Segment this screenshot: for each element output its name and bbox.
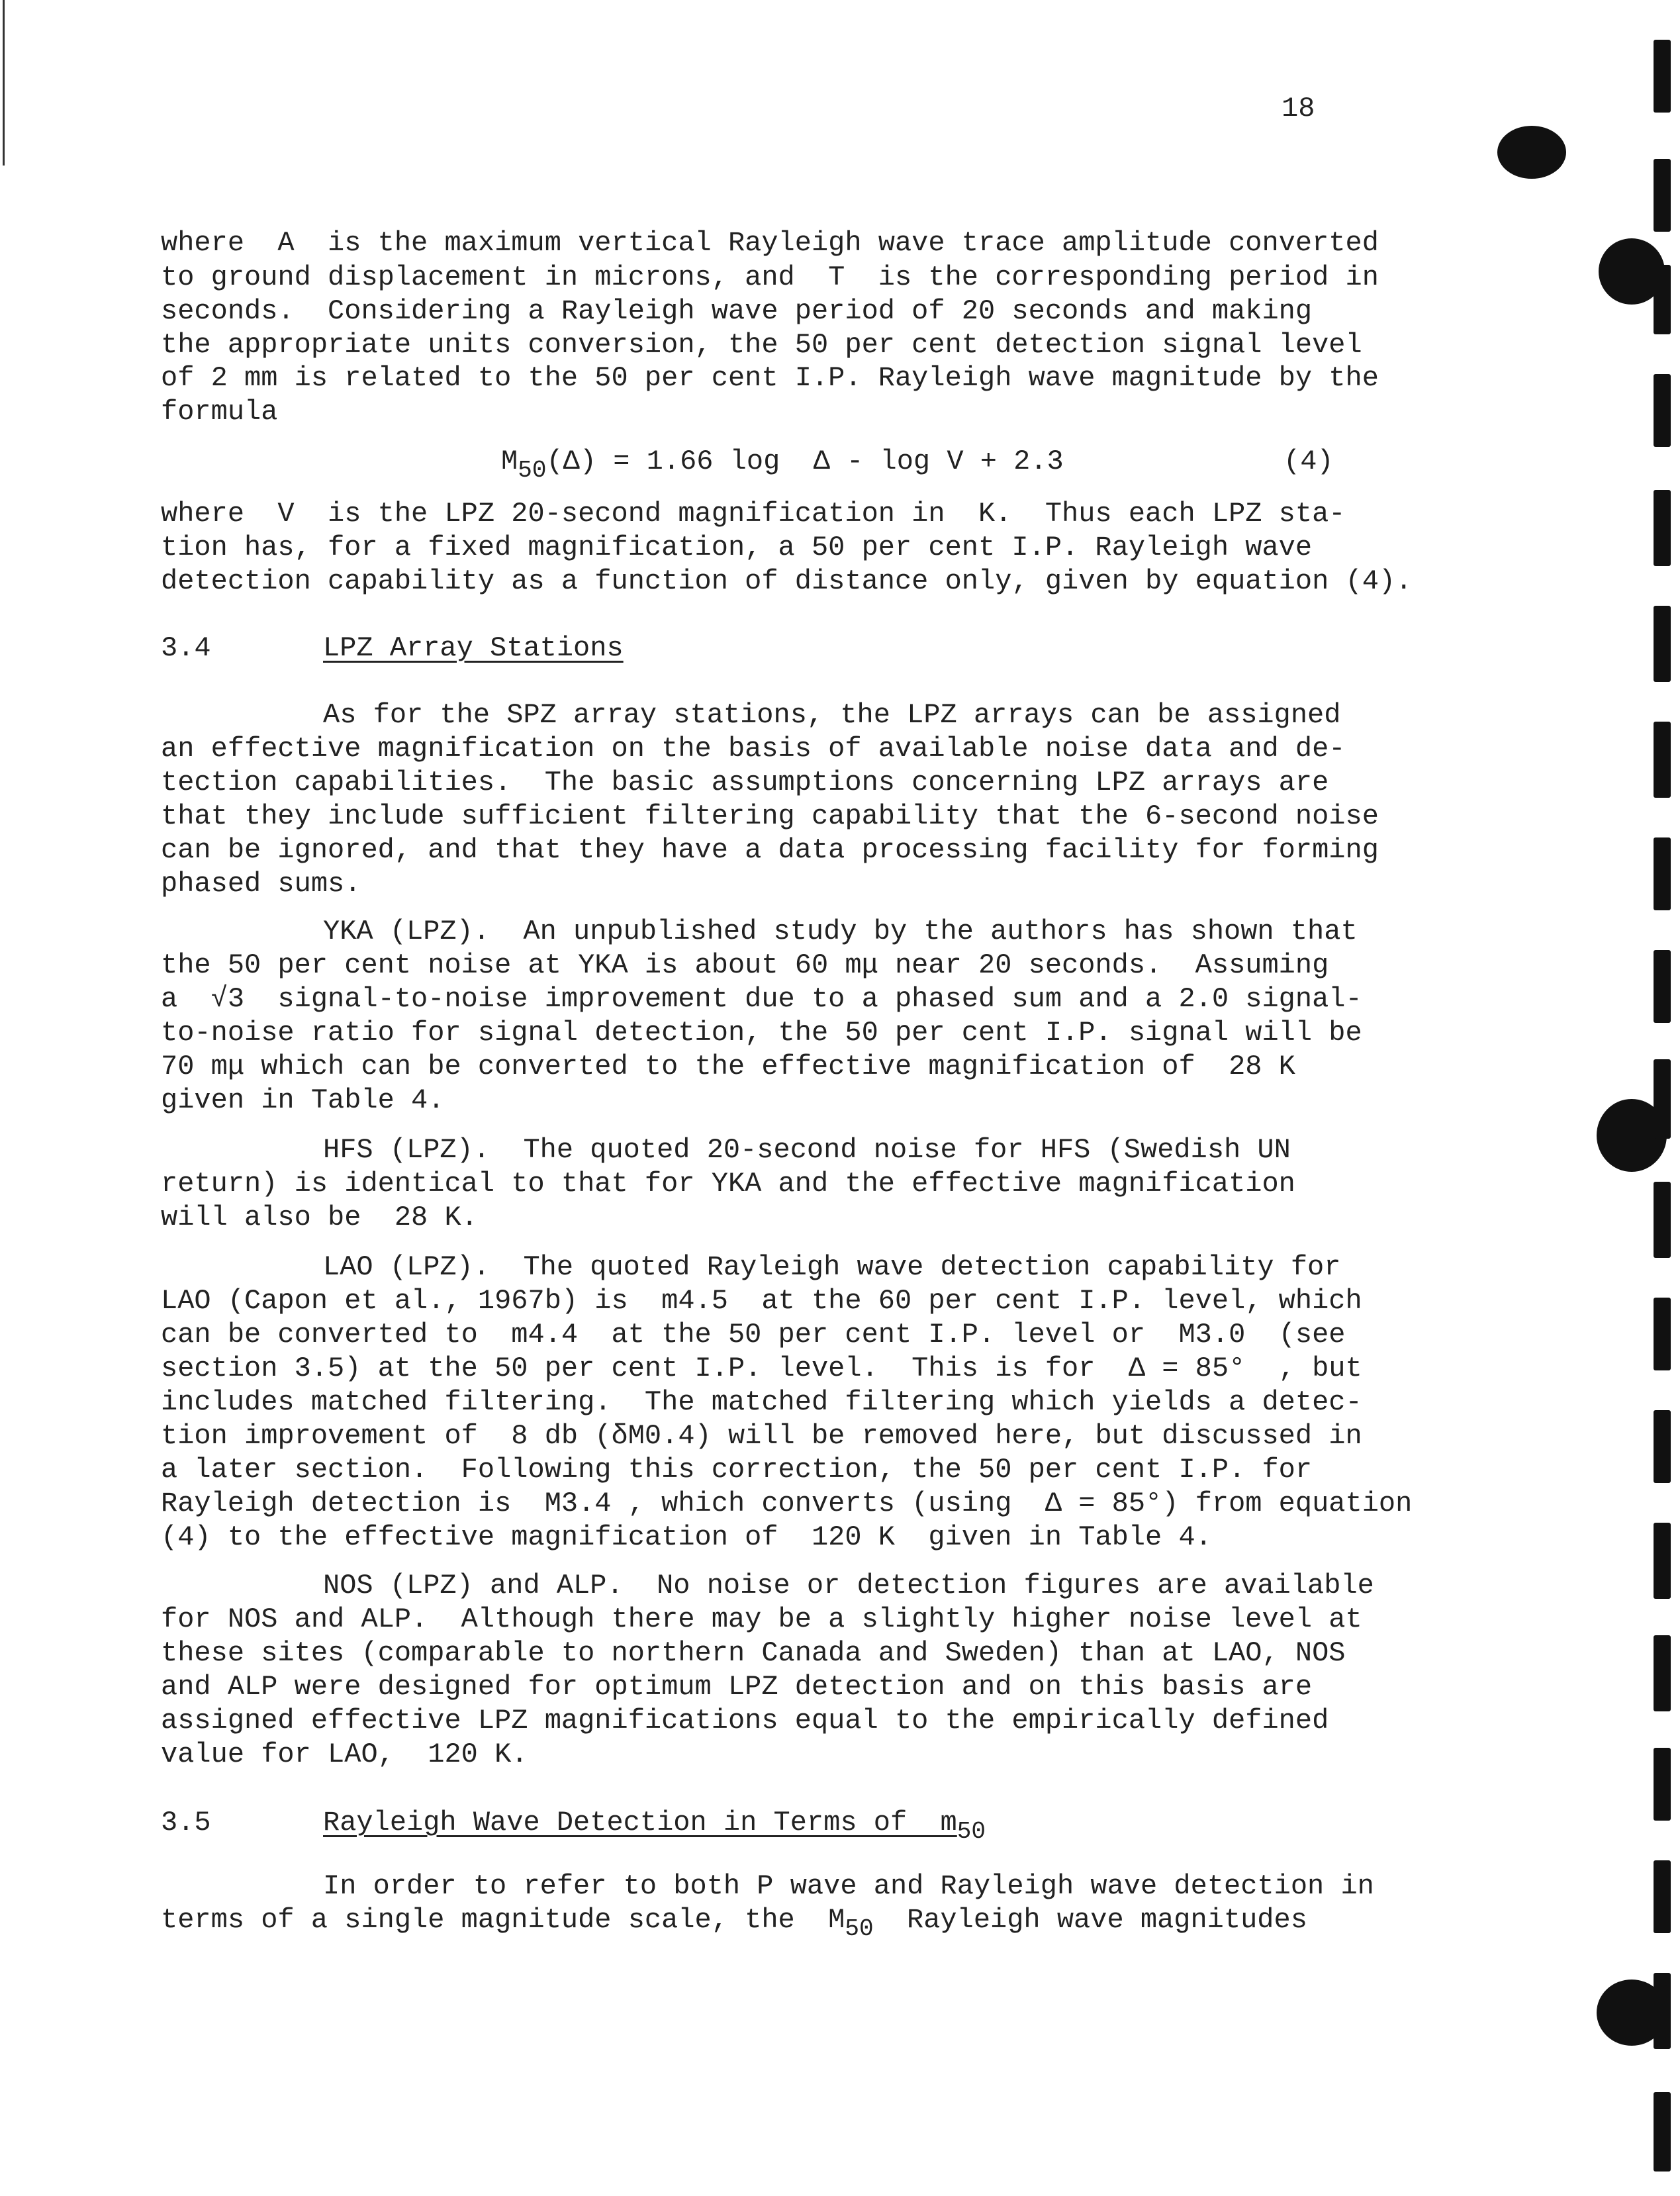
text-line: to-noise ratio for signal detection, the 50 per cent I.P. signal will be	[161, 1017, 1362, 1049]
text-line: seconds. Considering a Rayleigh wave period of 20 seconds and making	[161, 295, 1313, 327]
text-line: 70 mμ which can be converted to the effective magnification of 28 K	[161, 1051, 1295, 1082]
section-number: 3.5	[161, 1807, 211, 1838]
binder-mark	[1654, 606, 1671, 682]
text-line: the 50 per cent noise at YKA is about 60 mμ near 20 seconds. Assuming	[161, 949, 1329, 981]
text-line: includes matched filtering. The matched filtering which yields a detec-	[161, 1386, 1362, 1418]
text-line: an effective magnification on the basis of available noise data and de-	[161, 733, 1346, 765]
text-fragment: Rayleigh wave magnitudes	[873, 1904, 1307, 1936]
text-line: these sites (comparable to northern Canada and Sweden) than at LAO, NOS	[161, 1637, 1346, 1669]
section-title: LPZ Array Stations	[323, 632, 624, 664]
binder-mark	[1654, 1748, 1671, 1821]
text-line: phased sums.	[161, 868, 361, 900]
text-line: In order to refer to both P wave and Rayleigh wave detection in	[323, 1870, 1374, 1902]
text-line: NOS (LPZ) and ALP. No noise or detection figures are available	[323, 1570, 1374, 1601]
binder-mark	[1654, 1059, 1671, 1139]
section-number: 3.4	[161, 632, 211, 664]
text-line: to ground displacement in microns, and T is the corresponding period in	[161, 262, 1379, 293]
text-line: that they include sufficient filtering capability that the 6-second noise	[161, 800, 1379, 832]
text-line: of 2 mm is related to the 50 per cent I.P. Rayleigh wave magnitude by the	[161, 362, 1379, 394]
text-line: LAO (Capon et al., 1967b) is m4.5 at the 60 per cent I.P. level, which	[161, 1285, 1362, 1317]
text-line: a later section. Following this correction, the 50 per cent I.P. for	[161, 1454, 1313, 1486]
text-line: formula	[161, 396, 278, 428]
text-line: given in Table 4.	[161, 1084, 445, 1116]
text-line: assigned effective LPZ magnifications equal to the empirically defined	[161, 1705, 1329, 1737]
text-line: (4) to the effective magnification of 120 K given in Table 4.	[161, 1521, 1212, 1553]
text-line: tion has, for a fixed magnification, a 50 per cent I.P. Rayleigh wave	[161, 532, 1313, 563]
page-number: 18	[1282, 93, 1315, 124]
binder-mark	[1654, 265, 1671, 334]
text-line: can be ignored, and that they have a data processing facility for forming	[161, 834, 1379, 866]
binder-mark	[1654, 1523, 1671, 1599]
text-line: Rayleigh detection is M3.4 , which converts (using Δ = 85°) from equation	[161, 1488, 1413, 1519]
text-line: where V is the LPZ 20-second magnification in K. Thus each LPZ sta-	[161, 498, 1346, 530]
binder-mark	[1654, 490, 1671, 566]
text-line: LAO (LPZ). The quoted Rayleigh wave detection capability for	[323, 1251, 1341, 1283]
text-line: tection capabilities. The basic assumptions concerning LPZ arrays are	[161, 767, 1329, 798]
text-fragment: terms of a single magnitude scale, the M	[161, 1904, 845, 1936]
text-line: tion improvement of 8 db (δM0.4) will be removed here, but discussed in	[161, 1420, 1362, 1452]
text-subscript: 50	[845, 1915, 874, 1942]
text-line: can be converted to m4.4 at the 50 per cent I.P. level or M3.0 (see	[161, 1319, 1346, 1351]
punch-hole-mark	[1497, 126, 1566, 179]
text-line: return) is identical to that for YKA and the effective magnification	[161, 1168, 1295, 1200]
scan-edge-line	[3, 0, 5, 166]
equation-number: (4)	[1283, 446, 1334, 477]
text-line: for NOS and ALP. Although there may be a slightly higher noise level at	[161, 1603, 1362, 1635]
equation	[501, 446, 1064, 484]
section-title	[323, 1807, 986, 1845]
binder-mark	[1654, 159, 1671, 232]
text-line: section 3.5) at the 50 per cent I.P. level. This is for Δ = 85° , but	[161, 1353, 1362, 1384]
binder-mark	[1654, 1973, 1671, 2049]
binder-mark	[1654, 1298, 1671, 1370]
section-title-text: Rayleigh Wave Detection in Terms of m	[323, 1807, 957, 1838]
binder-mark	[1654, 722, 1671, 798]
text-line: a √3 signal-to-noise improvement due to a phased sum and a 2.0 signal-	[161, 983, 1362, 1015]
equation-body: (Δ) = 1.66 log Δ - log V + 2.3	[546, 446, 1064, 477]
text-line: value for LAO, 120 K.	[161, 1739, 528, 1770]
text-line	[161, 1904, 1307, 1942]
text-line: where A is the maximum vertical Rayleigh wave trace amplitude converted	[161, 227, 1379, 259]
binder-mark	[1654, 1860, 1671, 1933]
binder-mark	[1654, 40, 1671, 113]
text-line: the appropriate units conversion, the 50 per cent detection signal level	[161, 329, 1362, 361]
text-line: HFS (LPZ). The quoted 20-second noise for HFS (Swedish UN	[323, 1134, 1291, 1166]
text-line: and ALP were designed for optimum LPZ detection and on this basis are	[161, 1671, 1313, 1703]
binder-mark	[1654, 374, 1671, 447]
equation-subscript: 50	[518, 457, 547, 484]
text-line: detection capability as a function of distance only, given by equation (4).	[161, 565, 1413, 597]
binder-mark	[1654, 1410, 1671, 1483]
equation-symbol: M	[501, 446, 518, 477]
text-line: YKA (LPZ). An unpublished study by the authors has shown that	[323, 916, 1358, 947]
binder-mark	[1654, 837, 1671, 910]
binder-mark	[1654, 1182, 1671, 1258]
binder-mark	[1654, 950, 1671, 1023]
text-line: will also be 28 K.	[161, 1202, 478, 1233]
binder-mark	[1654, 1635, 1671, 1711]
binder-mark	[1654, 2092, 1671, 2172]
section-title-subscript: 50	[957, 1818, 986, 1845]
text-line: As for the SPZ array stations, the LPZ arrays can be assigned	[323, 699, 1341, 731]
